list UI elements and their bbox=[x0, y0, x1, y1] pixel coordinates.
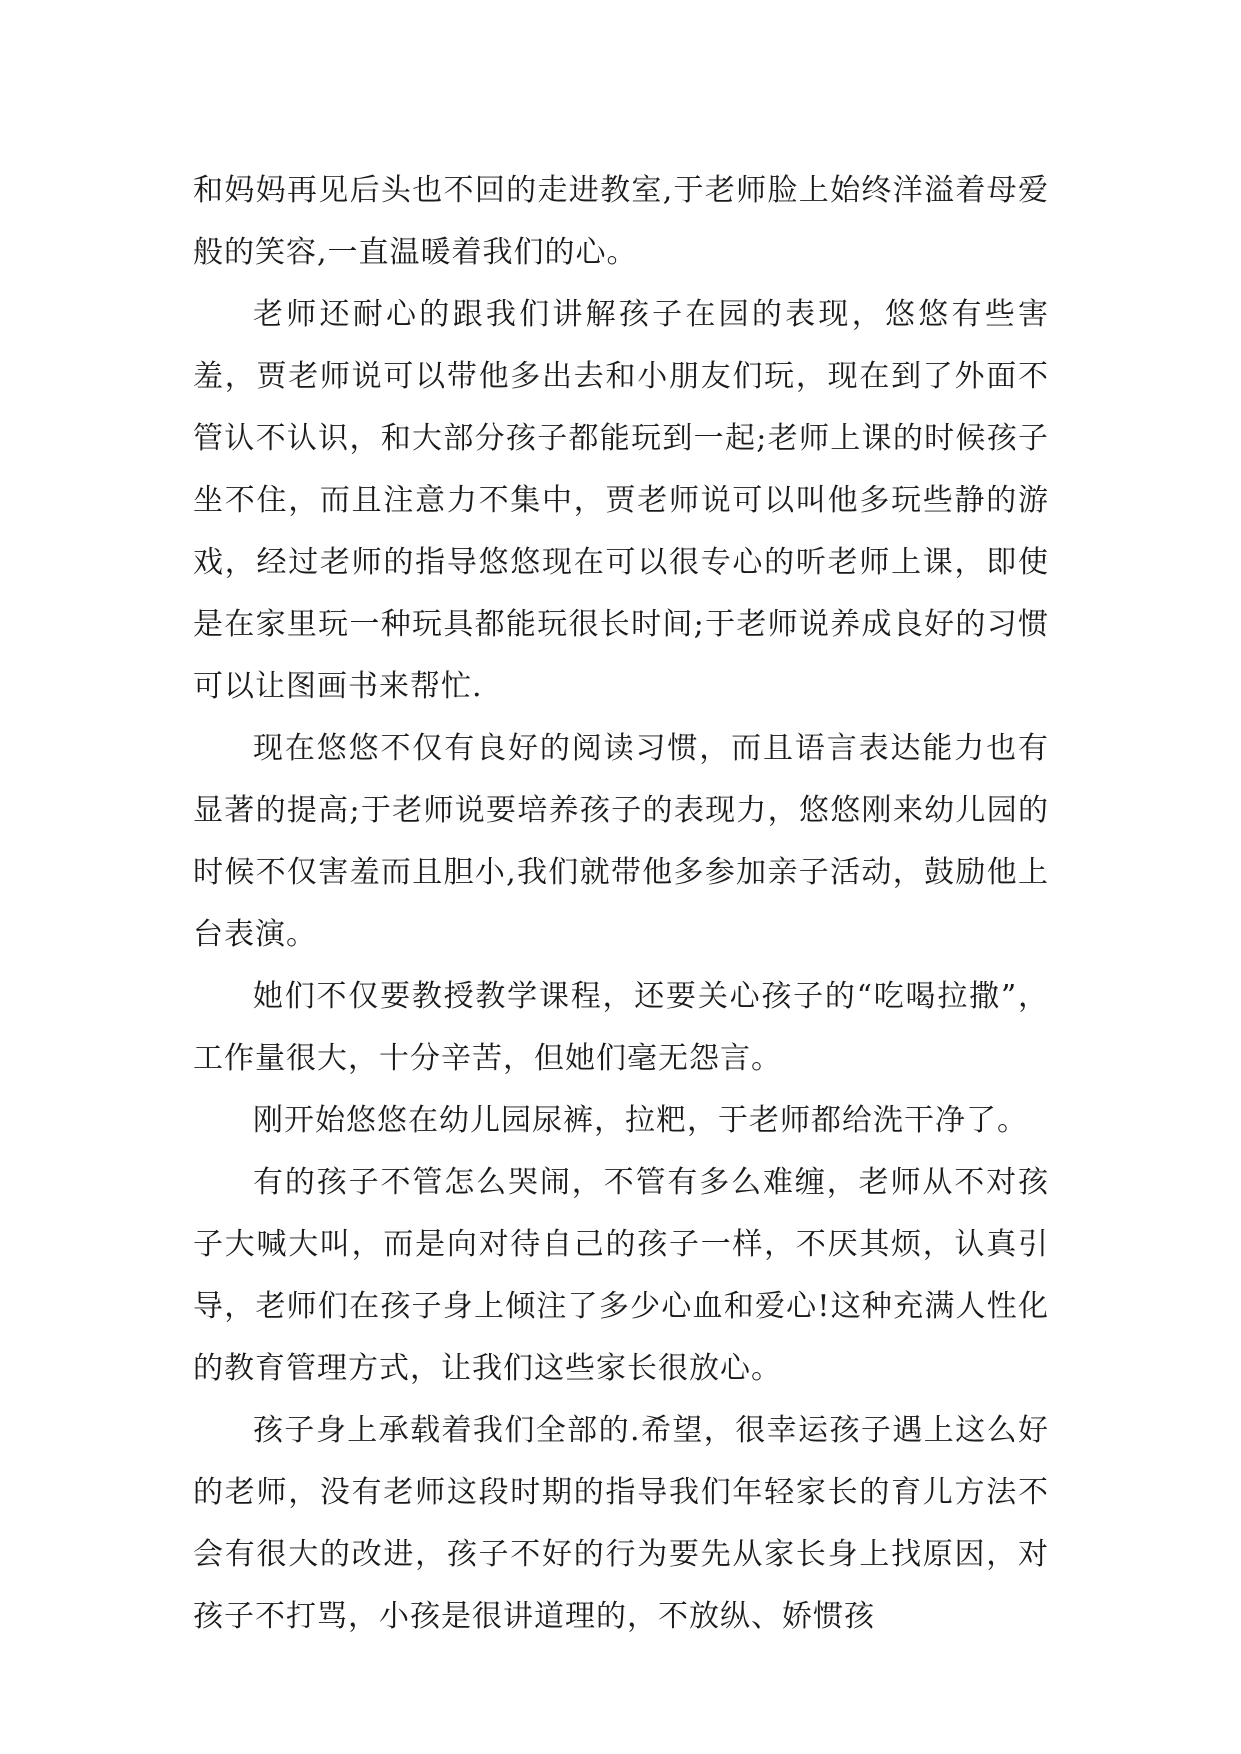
paragraph-1: 和妈妈再见后头也不回的走进教室,于老师脸上始终洋溢着母爱般的笑容,一直温暖着我们的心。 bbox=[193, 173, 1049, 270]
paragraph-5: 刚开始悠悠在幼儿园尿裤，拉粑，于老师都给洗干净了。 bbox=[253, 1103, 1028, 1138]
paragraph-4: 她们不仅要教授教学课程，还要关心孩子的“吃喝拉撒”，工作量很大，十分辛苦，但她们毫无怨言。 bbox=[193, 979, 1049, 1076]
paragraph-2: 老师还耐心的跟我们讲解孩子在园的表现，悠悠有些害羞，贾老师说可以带他多出去和小朋友们玩，现在到了外面不管认不认识，和大部分孩子都能玩到一起;老师上课的时候孩子坐不住，而且注意力不集中，贾老师说可以叫他多玩些静的游戏，经过老师的指导悠悠现在可以很专心的听老师上课，即使是在家里玩一种玩具都能玩很长时间;于老师说养成良好的习惯可以让图画书来帮忙. bbox=[193, 297, 1049, 704]
document-body bbox=[193, 160, 1049, 1648]
paragraph-3: 现在悠悠不仅有良好的阅读习惯，而且语言表达能力也有显著的提高;于老师说要培养孩子的表现力，悠悠刚来幼儿园的时候不仅害羞而且胆小,我们就带他多参加亲子活动，鼓励他上台表演。 bbox=[193, 731, 1049, 952]
paragraph-6: 有的孩子不管怎么哭闹，不管有多么难缠，老师从不对孩子大喊大叫，而是向对待自己的孩子一样，不厌其烦，认真引导，老师们在孩子身上倾注了多少心血和爱心!这种充满人性化的教育管理方式，让我们这些家长很放心。 bbox=[193, 1165, 1049, 1386]
paragraph-7: 孩子身上承载着我们全部的.希望，很幸运孩子遇上这么好的老师，没有老师这段时期的指导我们年轻家长的育儿方法不会有很大的改进，孩子不好的行为要先从家长身上找原因，对孩子不打骂，小孩是很讲道理的，不放纵、娇惯孩 bbox=[193, 1413, 1049, 1634]
